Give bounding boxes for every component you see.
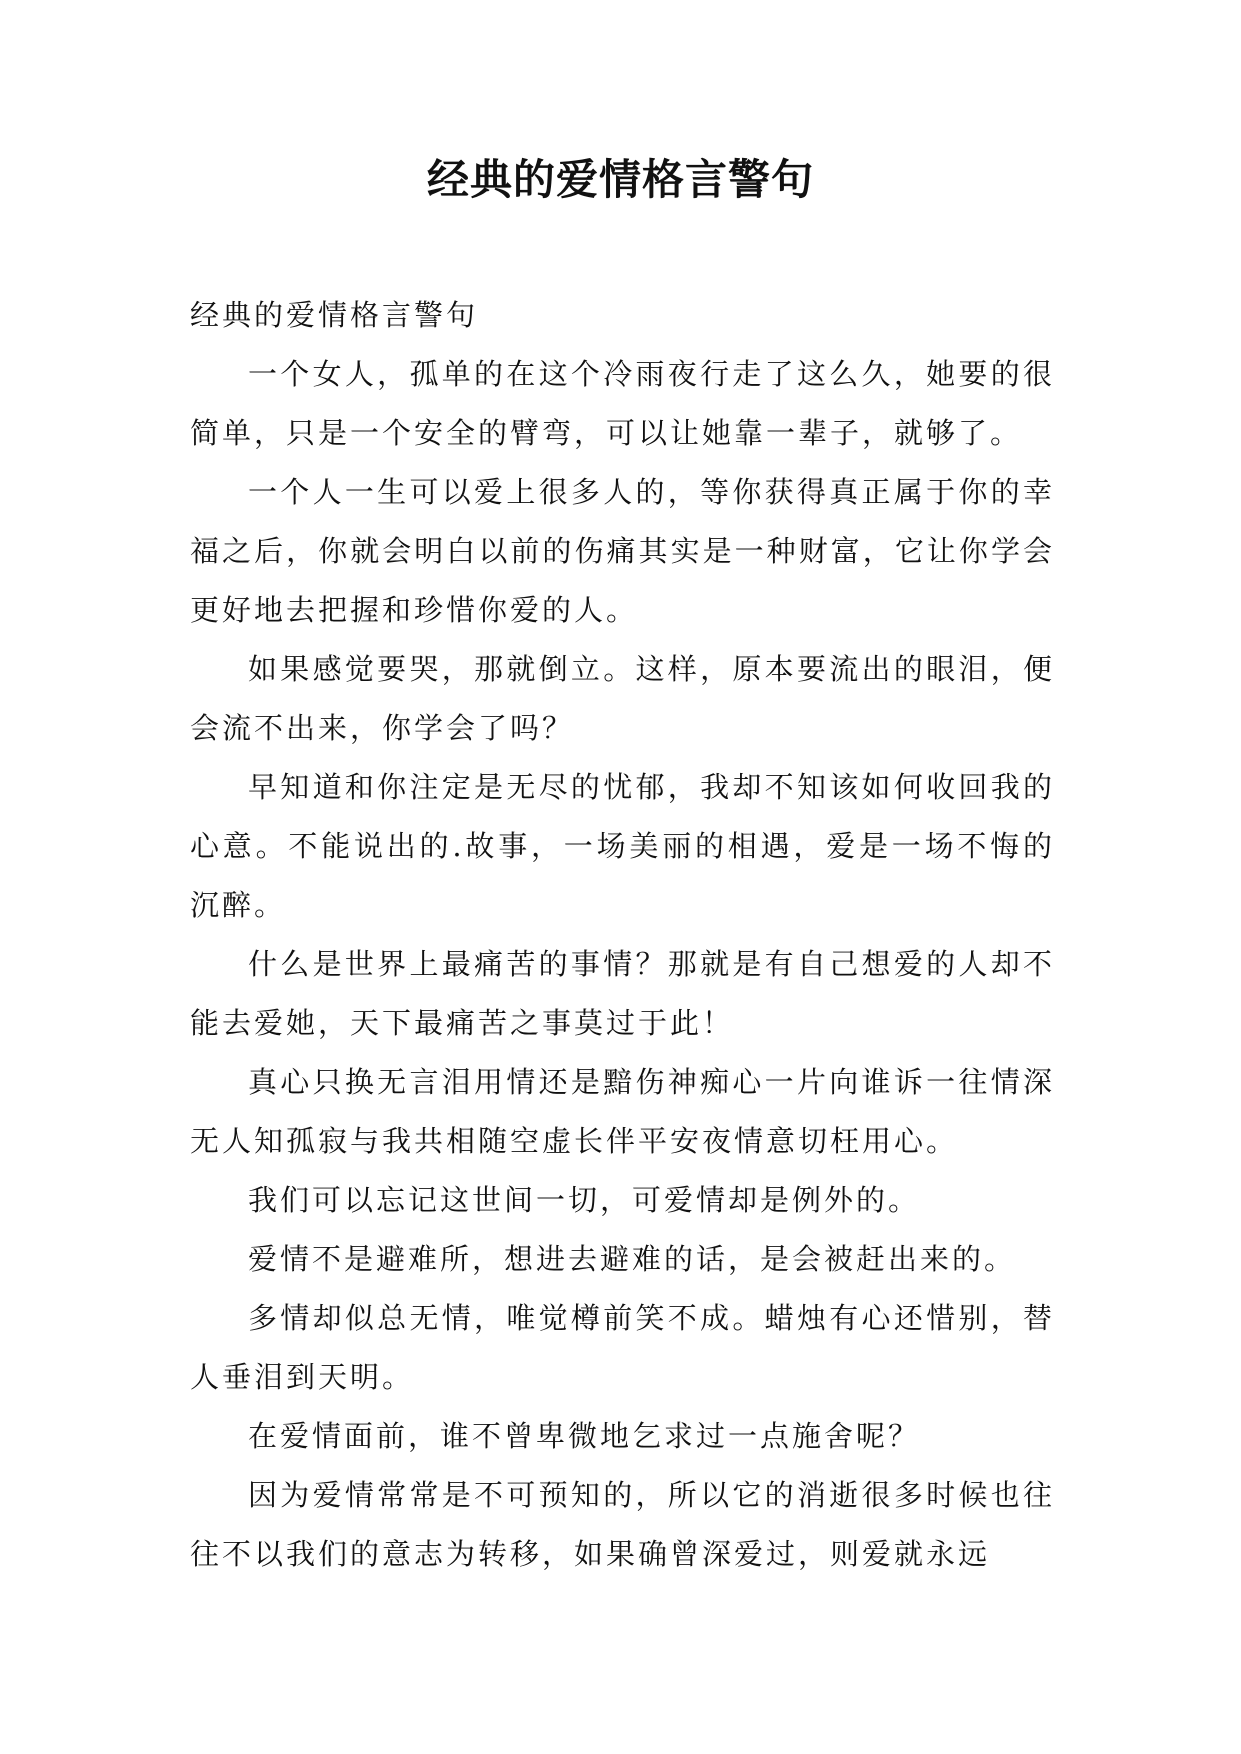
document-title: 经典的爱情格言警句	[426, 155, 814, 204]
paragraph: 真心只换无言泪用情还是黯伤神痴心一片向谁诉一往情深无人知孤寂与我共相随空虚长伴平安夜情意切枉用心。	[190, 1065, 1055, 1158]
paragraph: 一个女人，孤单的在这个冷雨夜行走了这么久，她要的很简单，只是一个安全的臂弯，可以让她靠一辈子，就够了。	[190, 357, 1055, 450]
paragraph: 我们可以忘记这世间一切，可爱情却是例外的。	[248, 1183, 921, 1217]
paragraph: 多情却似总无情，唯觉樽前笑不成。蜡烛有心还惜别，替人垂泪到天明。	[190, 1301, 1055, 1394]
paragraph: 因为爱情常常是不可预知的，所以它的消逝很多时候也往往不以我们的意志为转移，如果确曾深爱过，则爱就永远	[190, 1478, 1055, 1571]
paragraph: 早知道和你注定是无尽的忧郁，我却不知该如何收回我的心意。不能说出的.故事，一场美丽的相遇，爱是一场不悔的沉醉。	[190, 770, 1055, 922]
paragraph: 如果感觉要哭，那就倒立。这样，原本要流出的眼泪，便会流不出来，你学会了吗？	[190, 652, 1055, 745]
paragraph: 在爱情面前，谁不曾卑微地乞求过一点施舍呢？	[248, 1419, 921, 1453]
paragraph: 爱情不是避难所，想进去避难的话，是会被赶出来的。	[248, 1242, 1017, 1276]
document-body	[190, 286, 1055, 1584]
document-subtitle: 经典的爱情格言警句	[190, 298, 479, 332]
paragraph: 一个人一生可以爱上很多人的，等你获得真正属于你的幸福之后，你就会明白以前的伤痛其实是一种财富，它让你学会更好地去把握和珍惜你爱的人。	[190, 475, 1055, 627]
paragraph: 什么是世界上最痛苦的事情？那就是有自己想爱的人却不能去爱她，天下最痛苦之事莫过于此！	[190, 947, 1055, 1040]
